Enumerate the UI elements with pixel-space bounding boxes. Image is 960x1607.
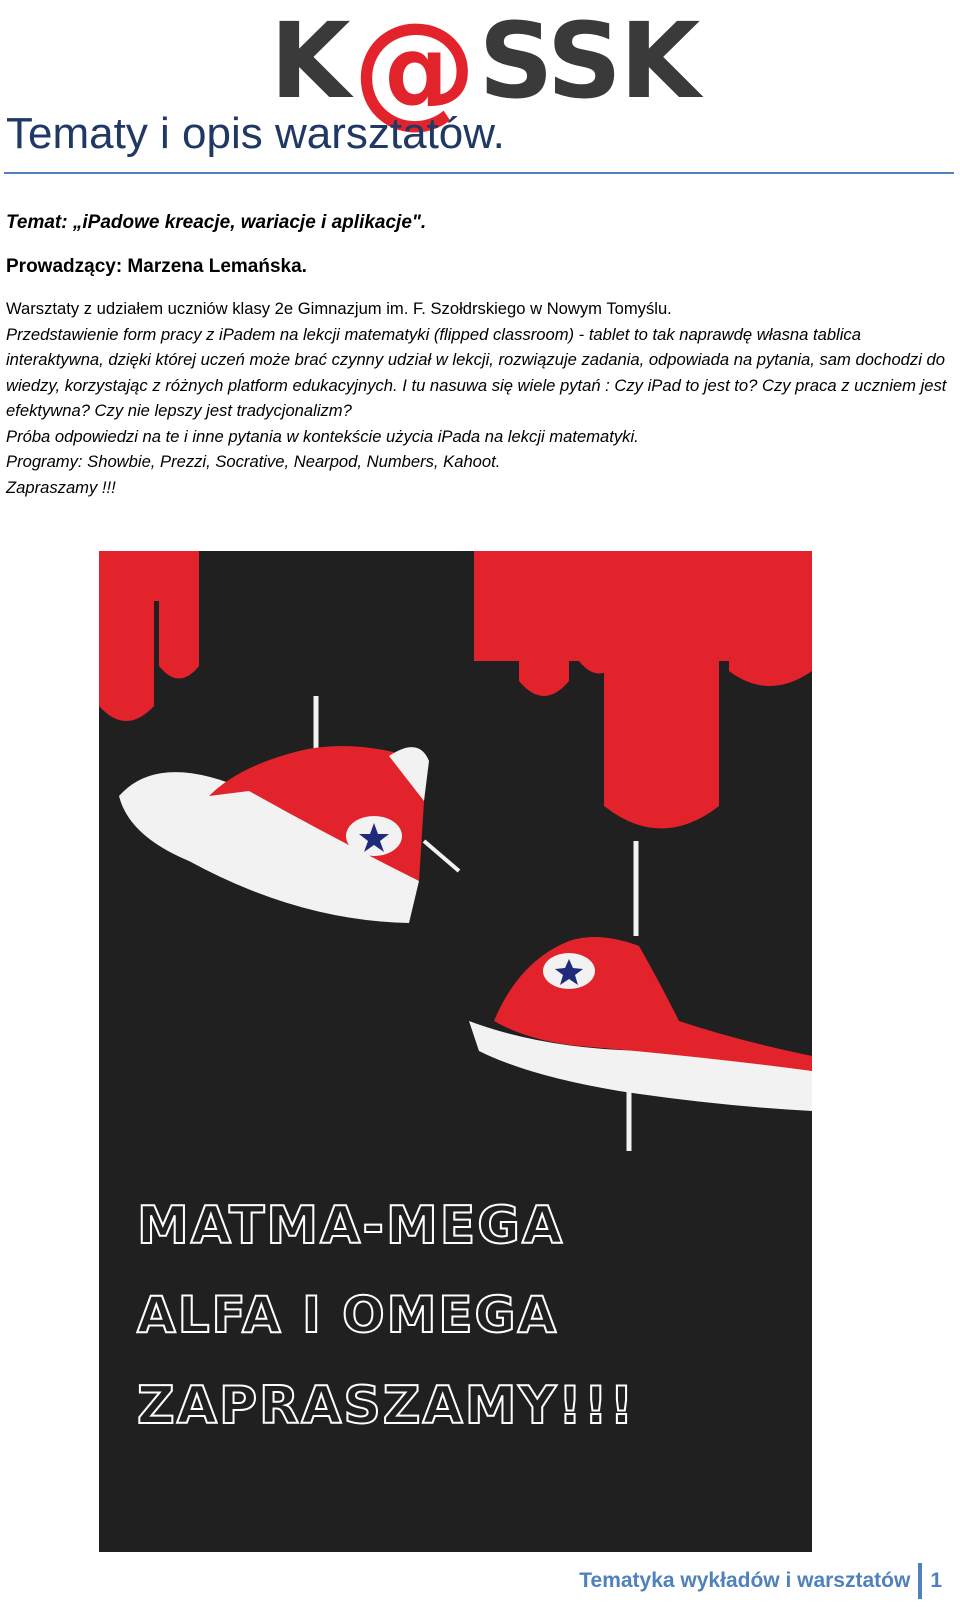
poster-headline-2: ALFA I OMEGA: [137, 1286, 559, 1344]
logo-letter-k: K: [270, 0, 349, 122]
page-footer: [579, 1563, 942, 1599]
workshop-poster: [99, 551, 812, 1552]
logo-at-sign: @: [352, 0, 475, 141]
description-programs: Programy: Showbie, Prezzi, Socrative, Nearpod, Numbers, Kahoot.: [6, 452, 501, 471]
description-paragraph: Przedstawienie form pracy z iPadem na lekcji matematyki (flipped classroom) - tablet to tak naprawdę własna tablica interaktywna, dzięki której uczeń może brać czynny udział w lekcji, rozwiązuje zadania, odpowiada na pytania, sam dochodzi do wiedzy, korzystając z różnych platform edukacyjnych. I tu nasuwa się wiele pytań : Czy iPad to jest to? Czy praca z uczniem jest efektywna? Czy nie lepszy jest tradycjonalizm?: [6, 324, 947, 420]
sneaker-left: [119, 746, 459, 923]
poster-headline-1: MATMA-MEGA: [137, 1196, 565, 1256]
poster-headline-3: ZAPRASZAMY!!!: [137, 1376, 636, 1436]
workshop-leader: Prowadzący: Marzena Lemańska.: [6, 256, 307, 277]
logo-letters-ssk: SSK: [478, 0, 699, 122]
paint-drip-left: [99, 551, 199, 721]
logo: [270, 0, 699, 141]
description-paragraph-2: Próba odpowiedzi na te i inne pytania w kontekście użycia iPada na lekcji matematyki.: [6, 426, 639, 446]
title-divider: [4, 172, 954, 174]
sneaker-right: [469, 937, 812, 1111]
page-title: Tematy i opis warsztatów.: [6, 109, 505, 158]
description-line-participants: Warsztaty z udziałem uczniów klasy 2e Gimnazjum im. F. Szołdrskiego w Nowym Tomyślu.: [6, 299, 672, 318]
workshop-topic: Temat: „iPadowe kreacje, wariacje i aplikacje".: [6, 212, 427, 233]
description-invitation: Zapraszamy !!!: [6, 477, 116, 497]
workshop-description: [6, 296, 951, 500]
page-number: 1: [930, 1569, 942, 1592]
paint-drip-right: [474, 551, 812, 829]
footer-title: Tematyka wykładów i warsztatów: [579, 1569, 911, 1592]
footer-divider: [918, 1563, 922, 1599]
